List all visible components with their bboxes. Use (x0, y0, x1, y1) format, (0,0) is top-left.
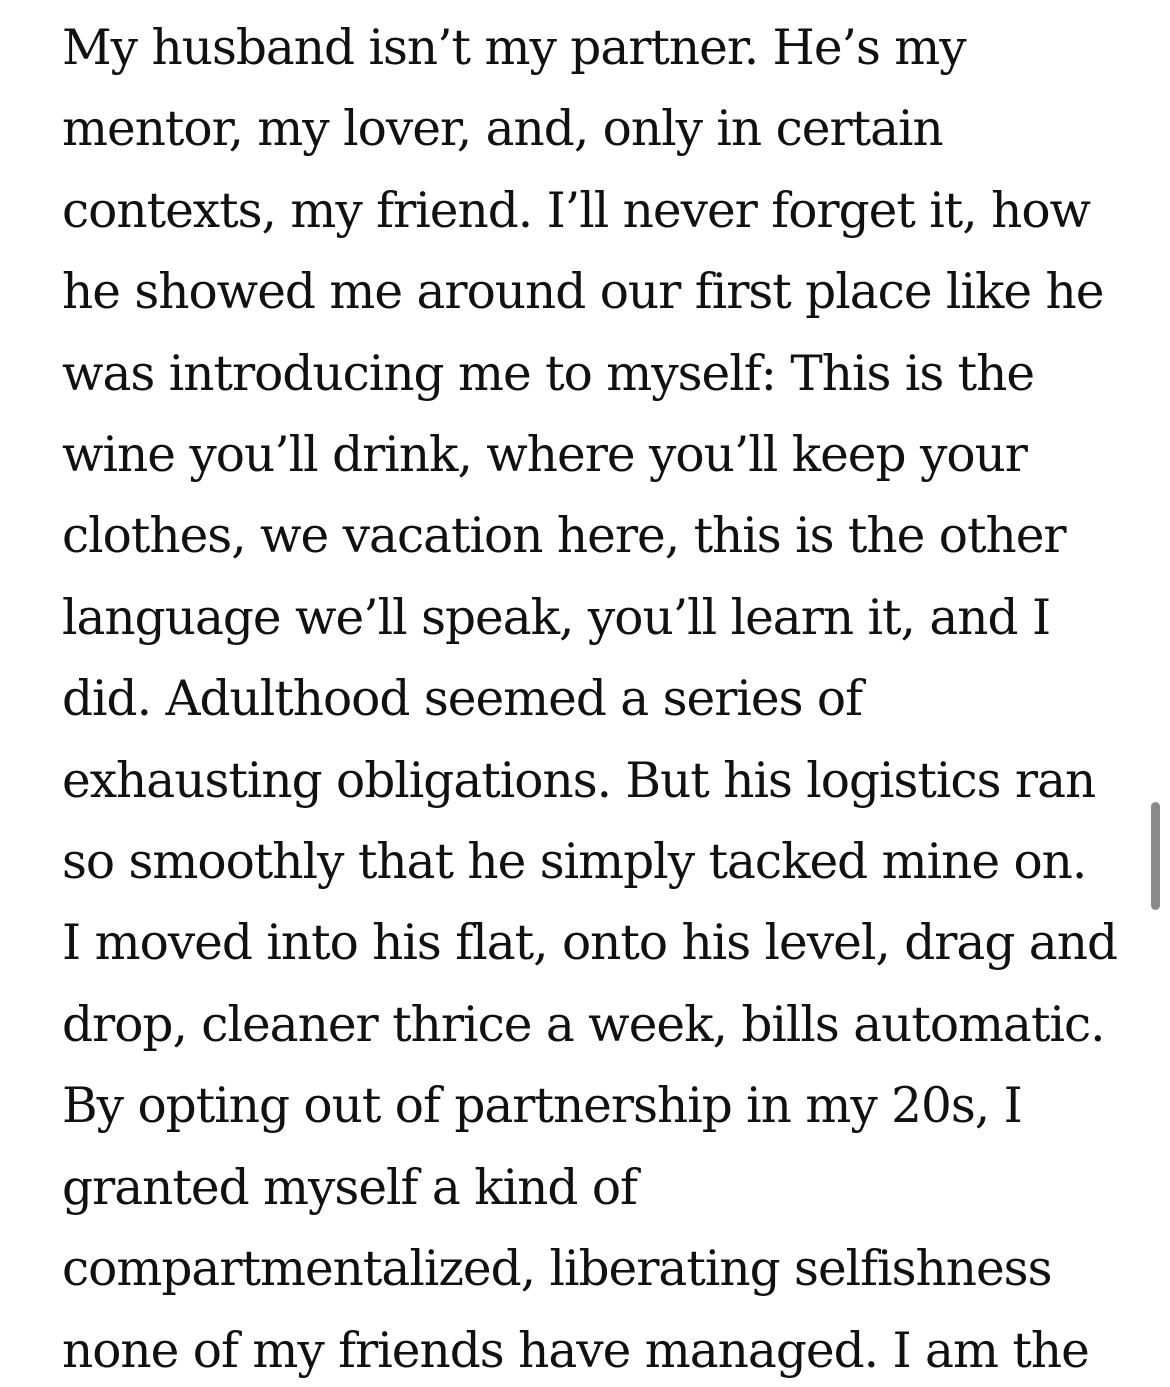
paragraph-line: did. Adulthood seemed a series of (62, 671, 863, 728)
paragraph-line: exhausting obligations. But his logistics ran (62, 752, 1096, 809)
paragraph-line: was introducing me to myself: This is the (62, 345, 1035, 402)
paragraph-line: drop, cleaner thrice a week, bills automatic. (62, 996, 1105, 1053)
article-paragraph (62, 0, 1122, 1387)
paragraph-line: By opting out of partnership in my 20s, I (62, 1078, 1022, 1135)
paragraph-line: contexts, my friend. I’ll never forget it, how (62, 182, 1091, 239)
paragraph-line: My husband isn’t my partner. He’s my (62, 20, 966, 76)
paragraph-line: he showed me around our first place like he (62, 264, 1104, 321)
paragraph-line: granted myself a kind of (62, 1159, 637, 1216)
paragraph-line: clothes, we vacation here, this is the other (62, 508, 1066, 565)
article-body (62, 0, 1122, 1387)
paragraph-line: so smoothly that he simply tacked mine on. (62, 834, 1087, 891)
paragraph-line: compartmentalized, liberating selfishness (62, 1241, 1052, 1298)
scrollbar-thumb[interactable] (1151, 802, 1160, 910)
paragraph-line: I moved into his flat, onto his level, drag and (62, 915, 1118, 972)
paragraph-line: mentor, my lover, and, only in certain (62, 101, 943, 158)
paragraph-line: wine you’ll drink, where you’ll keep your (62, 427, 1027, 484)
paragraph-line: language we’ll speak, you’ll learn it, and I (62, 589, 1051, 646)
paragraph-line: none of my friends have managed. I am the (62, 1322, 1089, 1379)
